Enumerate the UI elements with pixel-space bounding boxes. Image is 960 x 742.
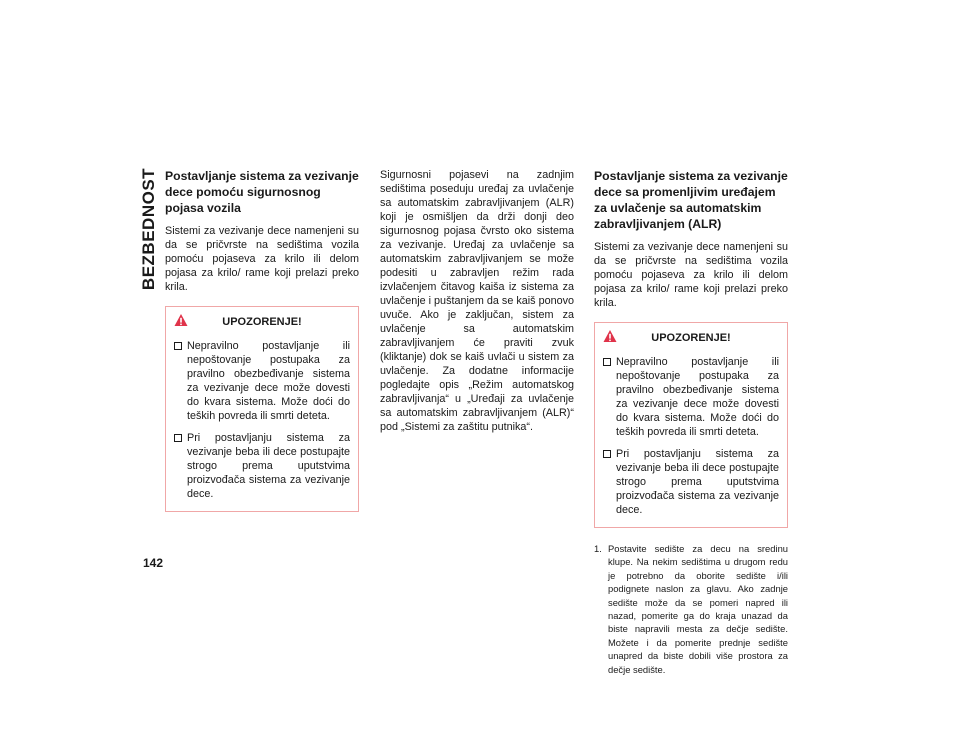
column-middle [380, 168, 574, 434]
warning-box [165, 306, 359, 512]
warning-title: UPOZORENJE! [651, 332, 731, 344]
body-paragraph: Sigurnosni pojasevi na zadnjim sedištima poseduju uređaj za uvlačenje sa automatskim zabravljivanjem (ALR) koji je osmišljen da drži donji deo sigurnosnog pojasa čvrsto oko sistema za vezivanje. Uređaj za uvlačenje sa automatskim zabravljivanjem se može podesiti u zabravljen režim rada izvlačenjem čitavog kaiša iz sistema za uvlačenje i puštanjem da se kaiš ponovo uvuče. Ako je zaključan, sistem za uvlačenje sa automatskim zabravljivanjem će praviti zvuk (kliktanje) dok se kaiš uvlači u sistem za uvlačenje. Za dodatne informacije pogledajte opis „Režim automatskog zabravljivanja“ u „Uređaji za uvlačenje sa automatskim zabravljivanjem (ALR)“ pod „Sistemi za zaštitu putnika“. [380, 169, 574, 433]
warning-header [174, 307, 350, 337]
warning-item-text: Nepravilno postavljanje ili nepoštovanje postupaka za pravilno obezbeđivanje sistema za vezivanje dece može dovesti do kvara sistema. Može doći do teških povreda ili smrti deteta. [187, 340, 350, 422]
warning-title: UPOZORENJE! [222, 316, 302, 328]
warning-item [174, 431, 350, 501]
page-number: 142 [143, 556, 164, 570]
warning-list [603, 355, 779, 517]
warning-item [603, 355, 779, 439]
warning-item [603, 447, 779, 517]
square-bullet-icon [174, 342, 182, 350]
warning-item-text: Nepravilno postavljanje ili nepoštovanje postupaka za pravilno obezbeđivanje sistema za vezivanje dece može dovesti do kvara sistema. Može doći do teških povreda ili smrti deteta. [616, 356, 779, 438]
body-paragraph: Sistemi za vezivanje dece namenjeni su da se pričvrste na sedištima vozila pomoću pojaseva za krilo ili delom pojasa za krilo/ rame koji prelazi preko krila. [594, 241, 788, 309]
body-paragraph: Sistemi za vezivanje dece namenjeni su da se pričvrste na sedištima vozila pomoću pojaseva za krilo ili delom pojasa za krilo/ rame koji prelazi preko krila. [165, 225, 359, 293]
warning-item [174, 339, 350, 423]
column-left [165, 168, 359, 512]
square-bullet-icon [174, 434, 182, 442]
section-heading: Postavljanje sistema za vezivanje dece sa promenljivim uređajem za uvlačenje sa automatskim zabravljivanjem (ALR) [594, 169, 788, 231]
warning-item-text: Pri postavljanju sistema za vezivanje beba ili dece postupajte strogo prema uputstvima proizvođača sistema za vezivanje dece. [187, 432, 350, 500]
column-right [594, 168, 788, 676]
section-side-tab [138, 168, 160, 290]
warning-triangle-icon [603, 329, 617, 343]
warning-list [174, 339, 350, 501]
section-heading: Postavljanje sistema za vezivanje dece pomoću sigurnosnog pojasa vozila [165, 169, 359, 215]
section-title: BEZBEDNOST [139, 167, 158, 291]
note-number: 1. [594, 543, 602, 554]
square-bullet-icon [603, 358, 611, 366]
square-bullet-icon [603, 450, 611, 458]
note-text: Postavite sedište za decu na sredinu klupe. Na nekim sedištima u drugom redu je potrebno da oborite sedište i/ili podignete naslon za glavu. Ako zadnje sedište može da se pomeri napred ili nazad, pomerite ga do kraja unazad da biste napravili mesta za dečje sedište. Možete i da pomerite prednje sedište unapred da biste dobili više prostora za dečje sedište. [608, 543, 788, 675]
warning-triangle-icon [174, 313, 188, 327]
warning-box [594, 322, 788, 528]
warning-item-text: Pri postavljanju sistema za vezivanje beba ili dece postupajte strogo prema uputstvima proizvođača sistema za vezivanje dece. [616, 448, 779, 516]
warning-header [603, 323, 779, 353]
numbered-note [594, 542, 788, 676]
